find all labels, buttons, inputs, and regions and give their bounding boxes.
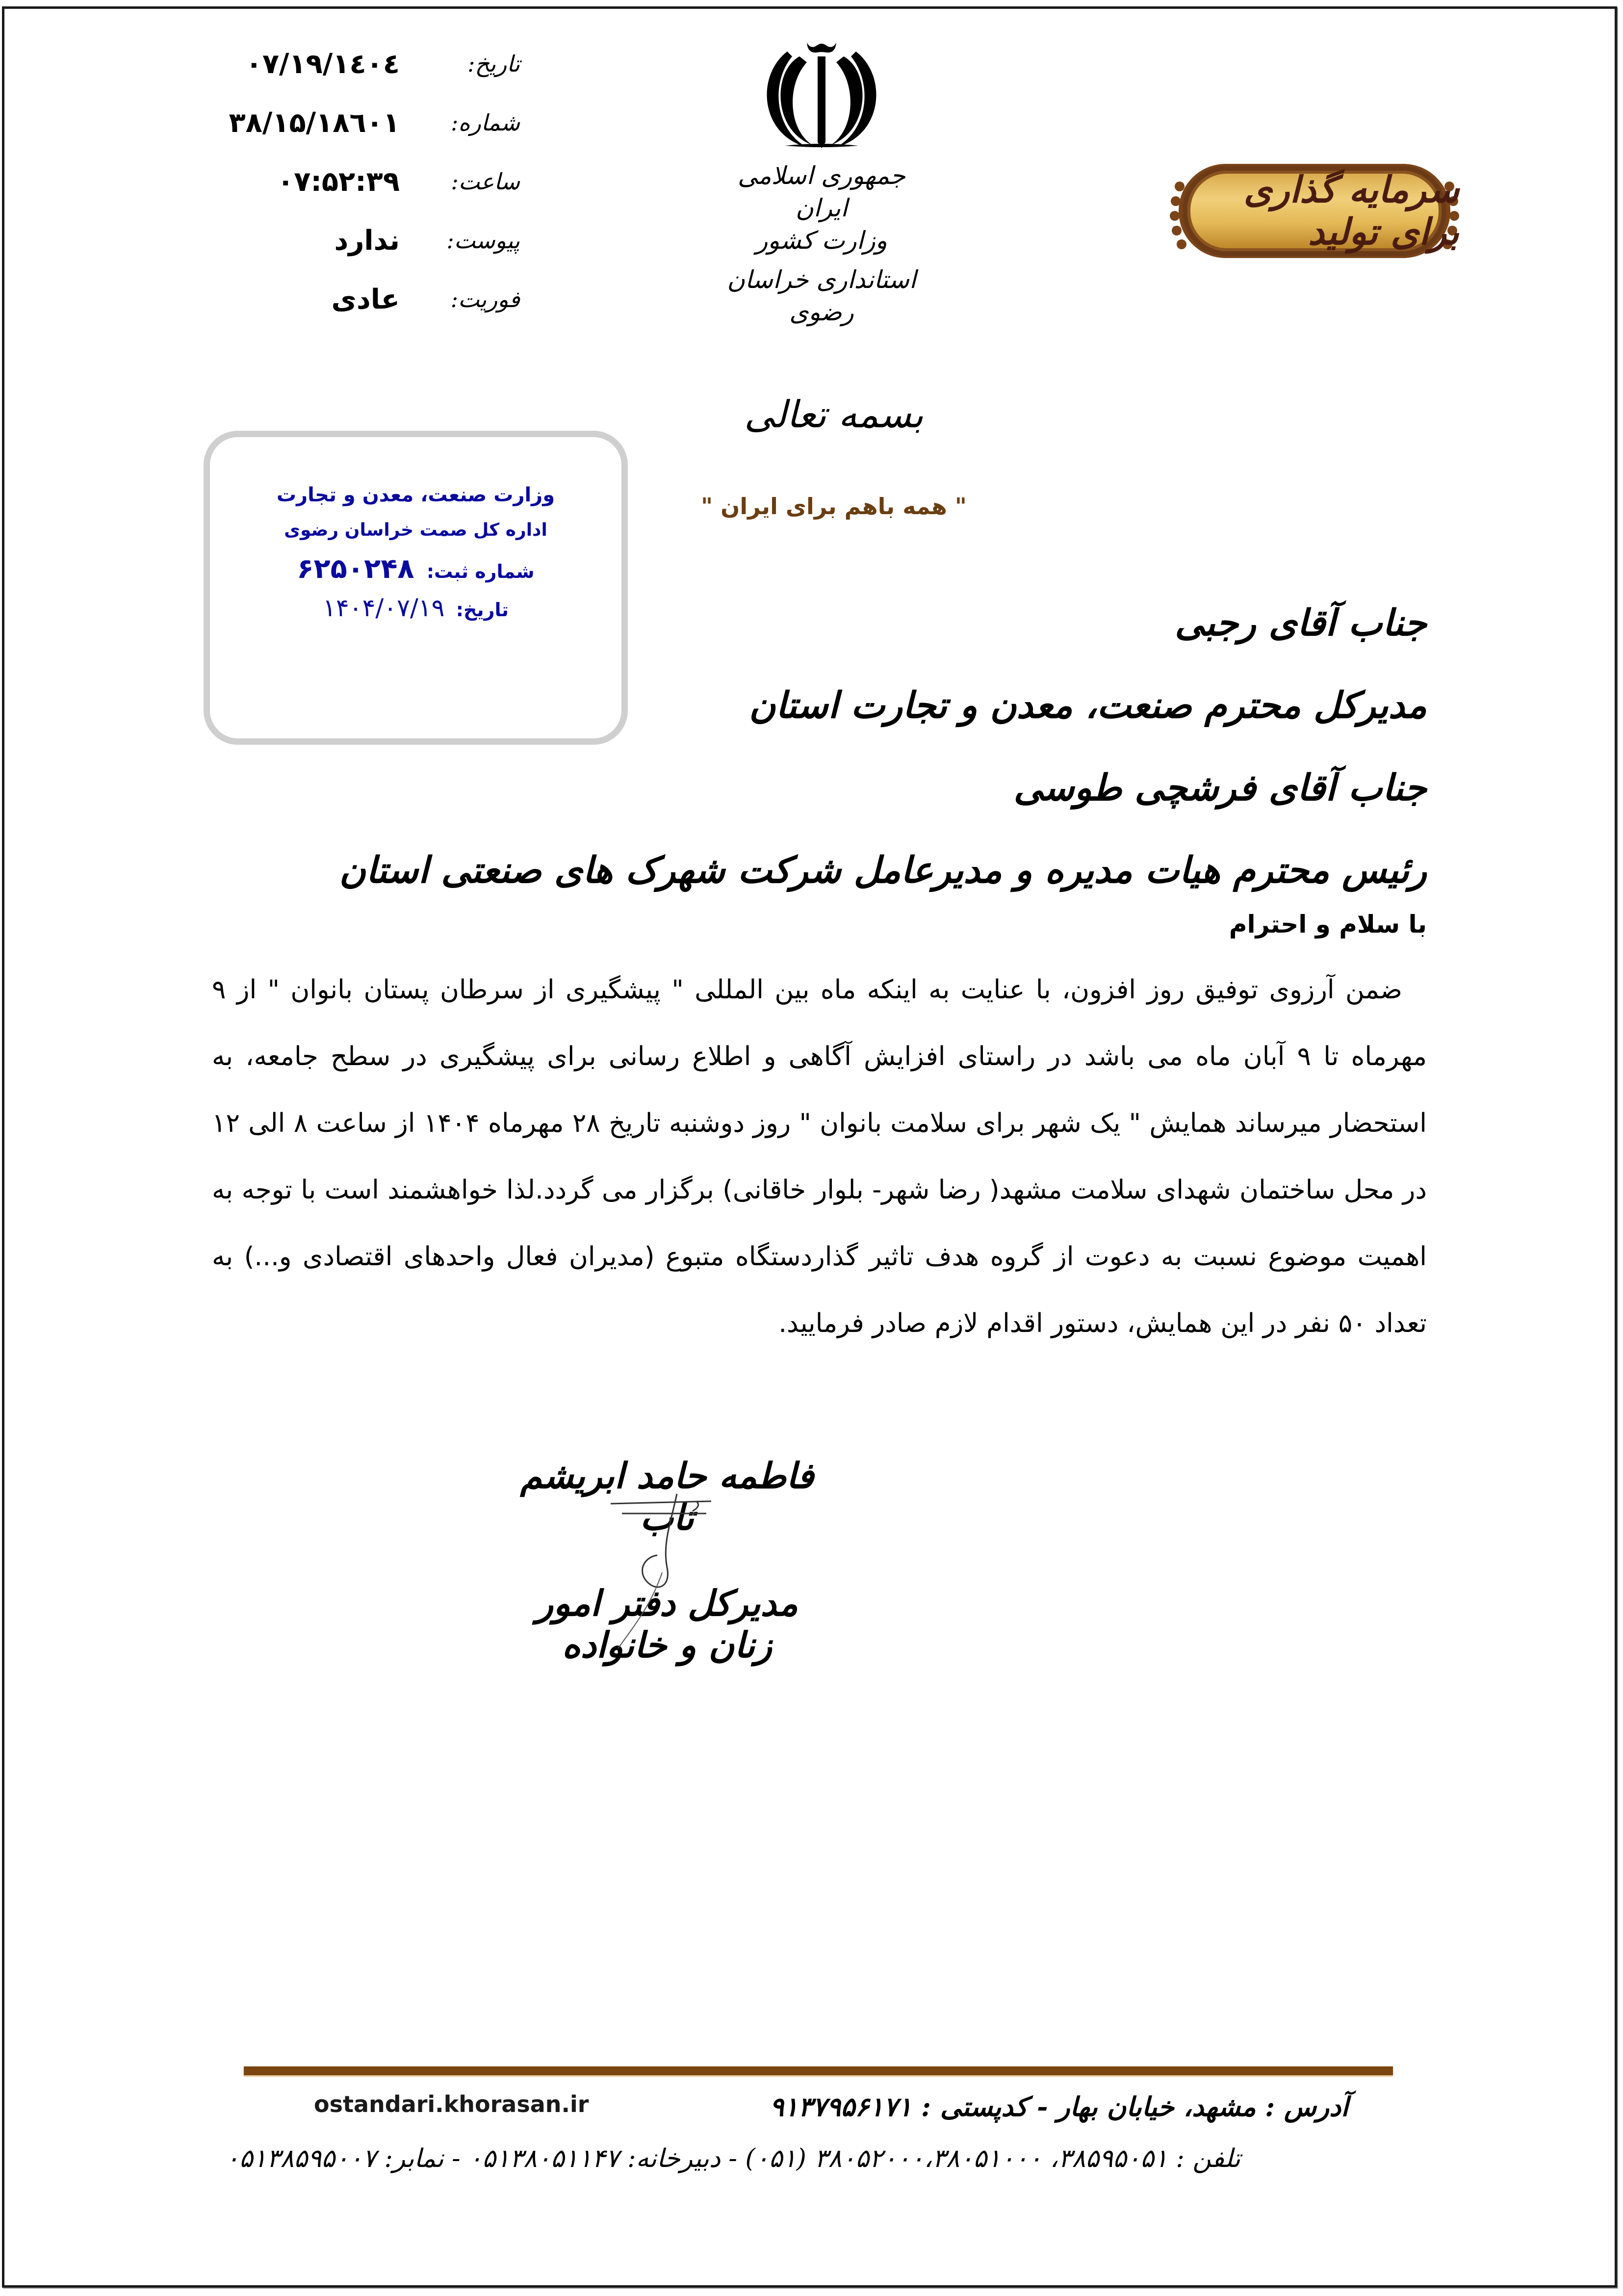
signatory-name: فاطمه حامد ابریشم تاب bbox=[520, 1455, 814, 1538]
government-emblem-block bbox=[719, 37, 925, 328]
footer-divider bbox=[244, 2066, 1393, 2075]
year-slogan-badge bbox=[1170, 157, 1459, 265]
addressee-line: مدیرکل محترم صنعت، معدن و تجارت استان bbox=[749, 684, 1427, 727]
registration-stamp bbox=[204, 431, 628, 745]
addressee-line: رئیس محترم هیات مدیره و مدیرعامل شرکت شهرک های صنعتی استان bbox=[339, 849, 1427, 891]
letter-body bbox=[212, 957, 1427, 1357]
meta-time-label: ساعت: bbox=[451, 168, 520, 195]
meta-priority-label: فوریت: bbox=[450, 286, 520, 313]
addressee-line: جناب آقای رجبی bbox=[1175, 602, 1427, 644]
meta-number-value: ۳۸/۱۵/۱۸٦۰۱ bbox=[229, 106, 400, 139]
iran-emblem-icon bbox=[753, 37, 890, 159]
meta-attachment-value: ندارد bbox=[334, 224, 400, 257]
signatory-title: مدیرکل دفتر امور زنان و خانواده bbox=[536, 1582, 798, 1666]
bismillah-heading: بسمه تعالی bbox=[744, 392, 924, 436]
meta-number-row bbox=[206, 93, 530, 152]
reg-number-row bbox=[210, 553, 621, 585]
reg-date-value: ۱۴۰۴/۰۷/۱۹ bbox=[322, 594, 445, 622]
slogan-text: " همه باهم برای ایران " bbox=[701, 493, 967, 520]
addressee-line: جناب آقای فرشچی طوسی bbox=[1013, 767, 1427, 809]
signature-block bbox=[515, 1445, 819, 1666]
meta-priority-value: عادی bbox=[331, 283, 400, 315]
footer-website-link[interactable]: ostandari.khorasan.ir bbox=[314, 2091, 589, 2117]
greeting: با سلام و احترام bbox=[1229, 910, 1427, 939]
meta-attachment-row bbox=[206, 211, 530, 270]
letter-body-text: ضمن آرزوی توفیق روز افزون، با عنایت به اینکه ماه بین المللی " پیشگیری از سرطان پستان بانوان " از ۹ مهرماه تا ۹ آبان ماه می باشد در راستای افزایش آگاهی و اطلاع رسانی برای پیشگیری در سطح جامعه، به استحضار میرساند همایش " یک شهر برای سلامت بانوان " روز دوشنبه تاریخ ۲۸ مهرماه ۱۴۰۴ از ساعت ۸ الی ۱۲ در محل ساختمان شهدای سلامت مشهد( رضا شهر- بلوار خاقانی) برگزار می گردد.لذا خواهشمند است با توجه به اهمیت موضوع نسبت به دعوت از گروه هدف تاثیر گذاردستگاه متبوع (مدیران فعال واحدهای اقتصادی و...) به تعداد ۵۰ نفر در این همایش، دستور اقدام لازم صادر فرمایید. bbox=[212, 975, 1427, 1338]
meta-date-value: ۱٤۰٤/۰۷/۱۹ bbox=[245, 48, 400, 80]
emblem-country: جمهوری اسلامی ایران bbox=[738, 161, 905, 222]
reg-date-label: تاریخ: bbox=[456, 599, 509, 621]
footer-phones: تلفن : ۳۸۵۹۵۰۵۱، ۳۸۰۵۲۰۰۰،۳۸۰۵۱۰۰۰ (۰۵۱) - دبیرخانه: ۰۵۱۳۸۰۵۱۱۴۷ - نمابر: ۰۵۱۳۸۵۹۵۰۰۷ bbox=[225, 2144, 1240, 2173]
badge-text: سرمایه گذاری برای تولید bbox=[1243, 169, 1459, 253]
meta-time-value: ۰۷:۵۲:۳۹ bbox=[277, 165, 400, 198]
reg-date-row bbox=[210, 594, 621, 622]
meta-number-label: شماره: bbox=[451, 109, 520, 136]
reg-number-value: ۶۲۵۰۲۴۸ bbox=[297, 553, 414, 585]
emblem-governorate: استانداری خراسان رضوی bbox=[727, 265, 916, 326]
meta-date-row bbox=[206, 34, 530, 93]
emblem-ministry: وزارت کشور bbox=[756, 226, 887, 255]
reg-ministry: وزارت صنعت، معدن و تجارت bbox=[276, 484, 555, 506]
meta-priority-row bbox=[206, 270, 530, 329]
meta-time-row bbox=[206, 152, 530, 211]
footer-address: آدرس : مشهد، خیابان بهار - کدپستی : ۹۱۳۷۹۵۶۱۷۱ bbox=[770, 2091, 1348, 2122]
meta-date-label: تاریخ: bbox=[467, 51, 520, 77]
reg-office: اداره کل صمت خراسان رضوی bbox=[284, 520, 547, 540]
meta-attachment-label: پیوست: bbox=[446, 227, 520, 254]
letter-meta bbox=[206, 34, 530, 329]
reg-number-label: شماره ثبت: bbox=[426, 561, 535, 582]
